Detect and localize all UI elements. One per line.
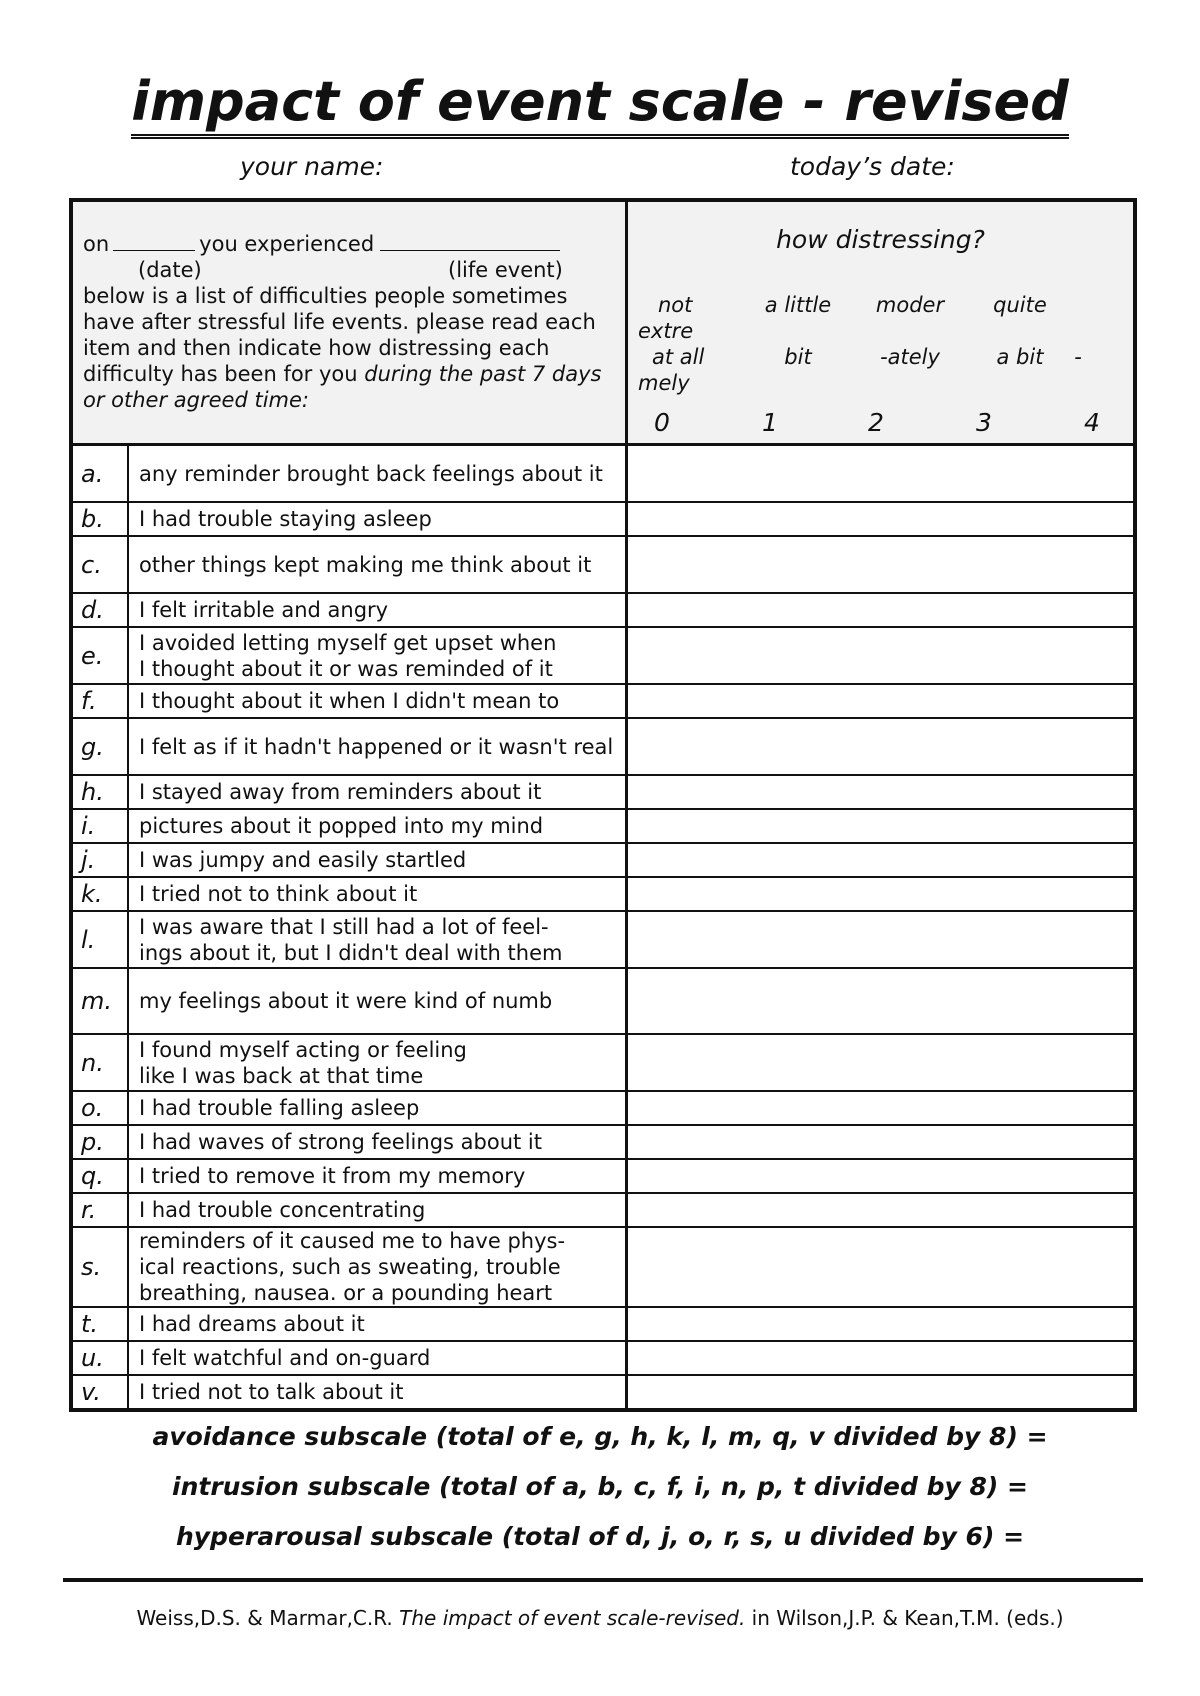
item-text: reminders of it caused me to have phys- ical reactions, such as sweating, trouble breathing, nausea. or a pounding heart [129,1228,628,1306]
option-2-line1: moder [875,293,945,317]
item-text: I had waves of strong feelings about it [129,1126,628,1158]
item-letter: q. [73,1160,129,1192]
item-rating-cell[interactable] [628,537,1133,592]
item-text: I tried to remove it from my memory [129,1160,628,1192]
item-text: I felt irritable and angry [129,594,628,626]
item-text: pictures about it popped into my mind [129,810,628,842]
item-rating-cell[interactable] [628,1308,1133,1340]
event-line [83,230,615,257]
option-0-line2: at all [652,345,705,369]
option-2-line2: -ately [880,345,940,369]
item-row [73,969,1133,1035]
item-text: I felt as if it hadn't happened or it wasn't real [129,719,628,774]
item-text: I was jumpy and easily startled [129,844,628,876]
your-name-label: your name: [240,152,384,181]
item-letter: f. [73,685,129,717]
date-hint: (date) [138,258,202,282]
scale-table [69,198,1137,1412]
item-row [73,537,1133,594]
item-rating-cell[interactable] [628,878,1133,910]
item-letter: t. [73,1308,129,1340]
item-rating-cell[interactable] [628,969,1133,1033]
citation [0,1604,1200,1632]
item-letter: a. [73,446,129,501]
item-text: any reminder brought back feelings about it [129,446,628,501]
item-text: other things kept making me think about it [129,537,628,592]
option-4-side-line2: mely [638,371,690,395]
rating-title: how distressing? [776,225,985,254]
item-row [73,628,1133,685]
item-rating-cell[interactable] [628,1342,1133,1374]
rating-header-cell [628,202,1133,443]
citation-authors: Weiss,D.S. & Marmar,C.R. [136,1606,393,1630]
item-letter: r. [73,1194,129,1226]
item-row [73,912,1133,969]
item-rating-cell[interactable] [628,446,1133,501]
item-row [73,719,1133,776]
item-rating-cell[interactable] [628,1126,1133,1158]
item-row [73,1376,1133,1408]
option-4-side-line1: extre [638,319,694,343]
items-body [73,446,1133,1408]
item-letter: j. [73,844,129,876]
item-letter: h. [73,776,129,808]
rating-number-3: 3 [976,408,992,437]
instructions-timeframe: during the past 7 days or other agreed time: [83,362,602,412]
item-letter: d. [73,594,129,626]
item-letter: p. [73,1126,129,1158]
rating-number-1: 1 [762,408,778,437]
item-row [73,1092,1133,1126]
item-row [73,446,1133,503]
item-text: I was aware that I still had a lot of feel- ings about it, but I didn't deal with them [129,912,628,967]
item-text: I thought about it when I didn't mean to [129,685,628,717]
form-title-text: impact of event scale - revised [131,70,1069,139]
item-rating-cell[interactable] [628,1160,1133,1192]
item-row [73,776,1133,810]
instructions-body: below is a list of difficulties people sometimes have after stressful life events. please read each item and then indicate how distressing each difficulty has been for you [83,284,596,386]
item-row [73,1126,1133,1160]
date-blank[interactable] [113,230,195,251]
item-rating-cell[interactable] [628,1092,1133,1124]
option-4-line2: - [1074,345,1082,369]
item-row [73,1160,1133,1194]
item-text: I had trouble staying asleep [129,503,628,535]
item-row [73,1035,1133,1092]
item-letter: o. [73,1092,129,1124]
blank-hints [83,257,615,283]
item-row [73,1342,1133,1376]
item-letter: g. [73,719,129,774]
item-rating-cell[interactable] [628,719,1133,774]
item-letter: v. [73,1376,129,1408]
citation-rest: in Wilson,J.P. & Kean,T.M. (eds.) [751,1606,1064,1630]
life-event-hint: (life event) [448,258,563,282]
item-letter: b. [73,503,129,535]
rating-number-0: 0 [654,408,670,437]
instructions-cell [73,202,628,443]
option-0-line1: not [658,293,693,317]
citation-title: The impact of event scale-revised. [399,1606,746,1630]
item-letter: k. [73,878,129,910]
item-rating-cell[interactable] [628,1228,1133,1306]
item-rating-cell[interactable] [628,1194,1133,1226]
item-text: I tried not to think about it [129,878,628,910]
item-row [73,594,1133,628]
item-text: I avoided letting myself get upset when I thought about it or was reminded of it [129,628,628,683]
item-rating-cell[interactable] [628,1376,1133,1408]
item-text: I had dreams about it [129,1308,628,1340]
option-4-line1 [1048,292,1108,318]
item-letter: c. [73,537,129,592]
item-row [73,685,1133,719]
item-rating-cell[interactable] [628,594,1133,626]
rating-number-2: 2 [868,408,884,437]
rating-number-4: 4 [1084,408,1100,437]
todays-date-label: today’s date: [790,152,955,181]
item-rating-cell[interactable] [628,776,1133,808]
hyperarousal-subscale: hyperarousal subscale (total of d, j, o, r, s, u divided by 6) = [175,1522,1025,1551]
on-label: on [83,232,110,256]
item-rating-cell[interactable] [628,912,1133,967]
item-text: I had trouble falling asleep [129,1092,628,1124]
item-letter: m. [73,969,129,1033]
instructions-text [83,283,615,413]
item-row [73,503,1133,537]
item-row [73,1194,1133,1228]
item-text: I had trouble concentrating [129,1194,628,1226]
item-rating-cell[interactable] [628,810,1133,842]
avoidance-subscale: avoidance subscale (total of e, g, h, k, l, m, q, v divided by 8) = [152,1422,1048,1451]
item-text: I stayed away from reminders about it [129,776,628,808]
table-header [73,202,1133,446]
life-event-blank[interactable] [380,230,560,251]
option-1-line2: bit [784,345,812,369]
form-title [0,66,1200,138]
item-rating-cell[interactable] [628,503,1133,535]
item-row [73,1308,1133,1342]
item-text: my feelings about it were kind of numb [129,969,628,1033]
item-letter: u. [73,1342,129,1374]
item-rating-cell[interactable] [628,844,1133,876]
item-rating-cell[interactable] [628,1035,1133,1090]
item-letter: i. [73,810,129,842]
intrusion-subscale: intrusion subscale (total of a, b, c, f, i, n, p, t divided by 8) = [172,1472,1028,1501]
item-rating-cell[interactable] [628,628,1133,683]
item-row [73,1228,1133,1308]
item-row [73,810,1133,844]
option-3-line2: a bit [996,345,1044,369]
item-rating-cell[interactable] [628,685,1133,717]
option-not-at-all [638,292,710,396]
option-1-line1: a little [764,293,832,317]
option-3-line1: quite [993,293,1047,317]
option-extremely [1048,292,1108,370]
item-row [73,844,1133,878]
item-text: I found myself acting or feeling like I was back at that time [129,1035,628,1090]
item-text: I felt watchful and on-guard [129,1342,628,1374]
item-letter: l. [73,912,129,967]
item-letter: s. [73,1228,129,1306]
item-letter: n. [73,1035,129,1090]
item-letter: e. [73,628,129,683]
item-row [73,878,1133,912]
experienced-label: you experienced [199,232,375,256]
item-text: I tried not to talk about it [129,1376,628,1408]
footer-divider [63,1578,1143,1582]
